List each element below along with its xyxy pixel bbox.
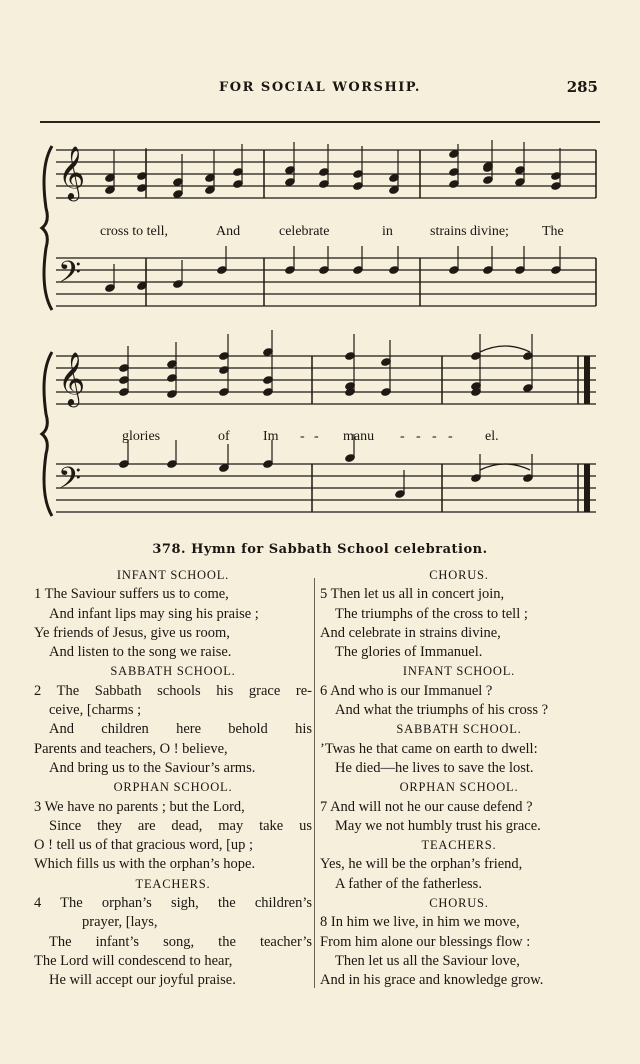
verse-line: ’Twas he that came on earth to dwell: <box>320 740 538 757</box>
left-column <box>34 566 312 991</box>
verse-line: The triumphs of the cross to tell ; <box>335 605 528 622</box>
lyric-word: And <box>216 224 241 239</box>
verse-line: The glories of Immanuel. <box>335 644 483 661</box>
verse-line: 4 The orphan’s sigh, the children’s <box>34 895 312 912</box>
tie <box>480 464 530 470</box>
verse-line: prayer, [lays, <box>82 914 158 931</box>
running-title: FOR SOCIAL WORSHIP. <box>219 80 421 95</box>
verse-line: ceive, [charms ; <box>49 702 142 719</box>
verse-line: O ! tell us of that gracious word, [up ; <box>34 837 254 854</box>
verse-line: May we not humbly trust his grace. <box>335 817 541 834</box>
hymn-title: 378. Hymn for Sabbath School celebration. <box>152 542 488 557</box>
verse-line: 3 We have no parents ; but the Lord, <box>34 798 245 815</box>
page-number: 285 <box>566 78 598 96</box>
lyric-word: cross to tell, <box>100 224 169 239</box>
treble-clef: 𝄞 <box>58 351 86 405</box>
verse-line: The Lord will condescend to hear, <box>34 952 233 969</box>
verse-line: 8 In him we live, in him we move, <box>320 914 520 931</box>
verse-line: Since they are dead, may take us <box>49 817 312 834</box>
lyric-word: in <box>382 224 393 239</box>
verse-line: And what the triumphs of his cross ? <box>335 702 549 719</box>
lyric-word: - <box>400 429 405 444</box>
verse-line: 5 Then let us all in concert join, <box>320 586 505 603</box>
section-heading: SABBATH SCHOOL. <box>396 722 522 737</box>
section-heading: ORPHAN SCHOOL. <box>399 780 519 795</box>
lyric-word: - <box>300 429 305 444</box>
treble-clef: 𝄞 <box>58 145 86 199</box>
verse-line: 1 The Saviour suffers us to come, <box>34 586 229 603</box>
section-heading: TEACHERS. <box>421 838 497 853</box>
verse-line: 2 The Sabbath schools his grace re- <box>34 682 312 699</box>
verse-line: Parents and teachers, O ! believe, <box>34 740 228 757</box>
verse-line: From him alone our blessings flow : <box>320 933 531 950</box>
lyric-word: - <box>314 429 319 444</box>
section-heading: TEACHERS. <box>135 876 211 891</box>
lyric-word: strains divine; <box>430 224 509 239</box>
lyric-word: - <box>416 429 421 444</box>
verse-line: The infant’s song, the teacher’s <box>49 933 312 950</box>
system-brace <box>42 146 52 310</box>
lyric-word: of <box>218 429 230 444</box>
section-heading: ORPHAN SCHOOL. <box>113 780 233 795</box>
verse-line: And bring us to the Saviour’s arms. <box>49 759 256 776</box>
bass-clef: 𝄢 <box>58 462 82 503</box>
system-brace <box>42 352 52 516</box>
bass-clef: 𝄢 <box>58 256 82 297</box>
verse-line: And infant lips may sing his praise ; <box>49 605 259 622</box>
lyric-word: Im <box>263 429 279 444</box>
final-bar <box>584 356 590 404</box>
lyric-word: manu <box>343 429 375 444</box>
lyric-word: - <box>432 429 437 444</box>
verse-line: A father of the fatherless. <box>335 875 482 892</box>
column-divider <box>314 578 315 988</box>
verse-line: And children here behold his <box>49 721 312 738</box>
section-heading: SABBATH SCHOOL. <box>110 664 236 679</box>
lyric-word: el. <box>485 429 499 444</box>
verse-line: 7 And will not he our cause defend ? <box>320 798 533 815</box>
section-heading: INFANT SCHOOL. <box>116 568 230 582</box>
verse-line: And listen to the song we raise. <box>49 644 232 661</box>
section-heading: CHORUS. <box>429 568 489 582</box>
verse-line: He will accept our joyful praise. <box>49 972 236 989</box>
verse-line: Which fills us with the orphan’s hope. <box>34 856 256 873</box>
right-column <box>320 566 598 991</box>
final-bar <box>584 464 590 512</box>
verse-line: And celebrate in strains divine, <box>320 624 501 641</box>
lyric-word: - <box>448 429 453 444</box>
tie <box>480 346 530 352</box>
verse-line: And in his grace and knowledge grow. <box>320 972 544 989</box>
lyric-word: glories <box>122 429 161 444</box>
verse-line: Ye friends of Jesus, give us room, <box>34 624 230 641</box>
lyric-word: celebrate <box>279 224 330 239</box>
verse-line: He died—he lives to save the lost. <box>335 759 534 776</box>
verse-line: 6 And who is our Immanuel ? <box>320 682 493 699</box>
verse-line: Then let us all the Saviour love, <box>335 952 520 969</box>
section-heading: INFANT SCHOOL. <box>402 664 516 679</box>
verse-line: Yes, he will be the orphan’s friend, <box>320 856 523 873</box>
section-heading: CHORUS. <box>429 896 489 911</box>
lyric-word: The <box>542 224 564 239</box>
